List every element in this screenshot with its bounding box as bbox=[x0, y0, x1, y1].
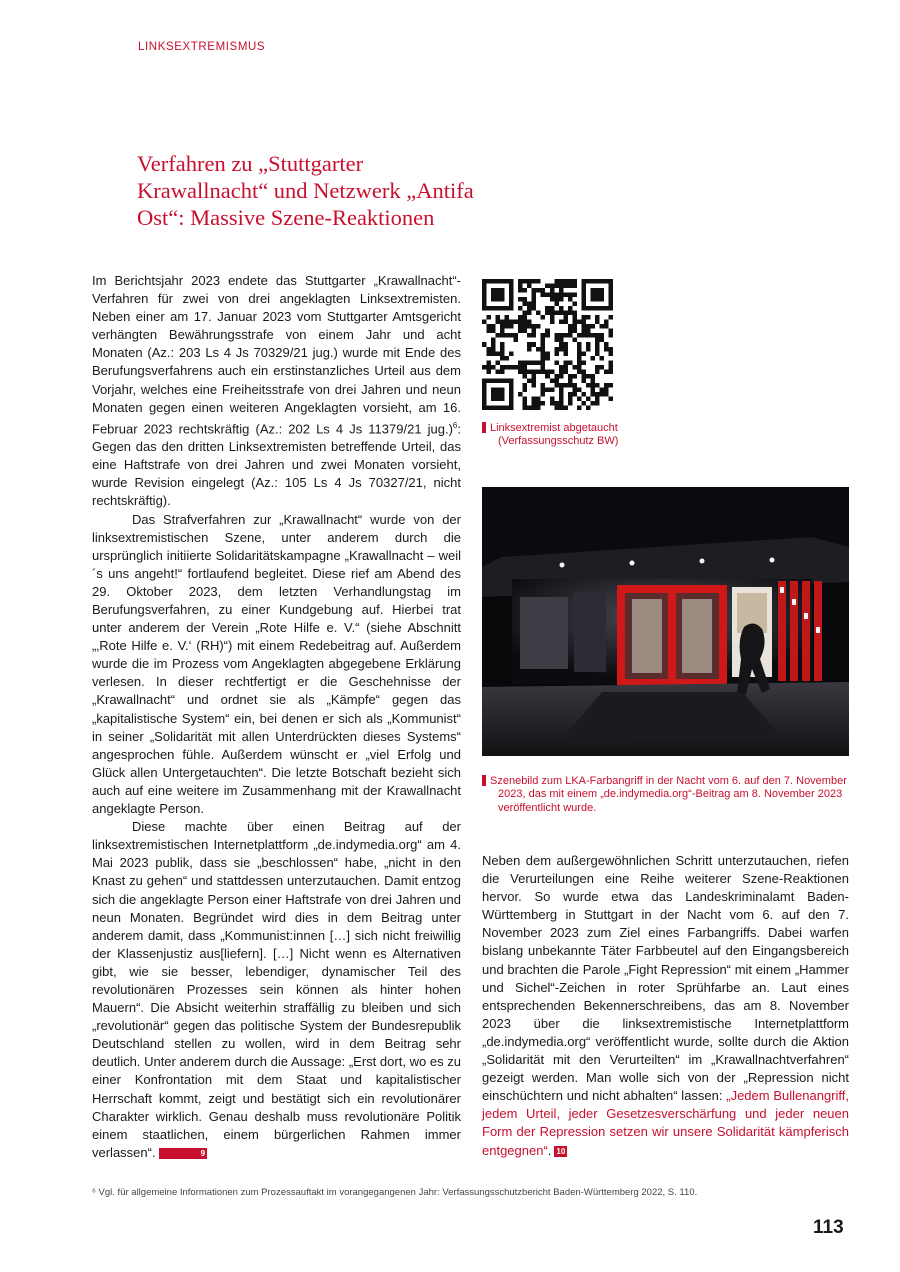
footnote: ⁶ Vgl. für allgemeine Informationen zum Prozessauftakt im vorangegangenen Jahr: Verfassungsschutzbericht Baden-Württemberg 2022, S. 110. bbox=[92, 1187, 698, 1198]
figure-number-10: 10 bbox=[482, 775, 486, 786]
paragraph-3: Diese machte über einen Beitrag auf der linksextremistischen Internetplattform „de.indymedia.org“ am 4. Mai 2023 publik, dass sie „beschlossen“ habe, „nicht in den Knast zu gehen“ und stattdessen unterzutauchen. Damit entzog sich die angeklagte Person einer Haftstrafe von drei Jahren und neun Monaten. Begründet wird dies in dem Beitrag unter anderem damit, dass „Kommunist:innen […] sich nicht freiwillig der Klassenjustiz aus[liefern]. […] Nicht wenn es Alternativen gibt, wie sie besser, lebendiger, dynamischer Teil des revolutionären Prozesses sein können als hinter hohen Mauern“. Die Absicht weiterhin straffällig zu bleiben und sich „revolutionär“ gegen das politische System der Bundesrepublik Deutschland stellen zu wollen, wird in dem Beitrag sehr deutlich. Unter anderem durch die Aussage: „Erst dort, wo es zu einer Konfrontation mit dem Staat und kapitalistischer Herrschaft kommt, zeigt und bestätigt sich ein revolutionärer Charakter wirklich. Genau deshalb muss revolutionäre Politik einem staatlichen, einem bürgerlichen Rahmen immer verlassen“. 9 bbox=[92, 819, 461, 1160]
section-label: LINKSEXTREMISMUS bbox=[138, 41, 266, 53]
paragraph-1: Im Berichtsjahr 2023 endete das Stuttgarter „Krawallnacht“-Verfahren für zwei von drei angeklagten Linksextremisten. Neben einer am 17. Januar 2023 vom Stuttgarter Amtsgericht verhängten Bewährungsstrafe von einem Jahr und acht Monaten (Az.: 203 Ls 4 Js 70329/21 jug.) wurde mit Ende des Berufungsverfahrens auch ein erstinstanzliches Urteil aus dem Vorjahr, welches eine Freiheitsstrafe von drei Jahren und neun Monaten gegen einen weiteren Angeklagten vorsieht, am 16. Februar 2023 rechtskräftig (Az.: 202 Ls 4 Js 11379/21 jug.)$^6$: Gegen das den dritten Linksextremisten betreffende Urteil, das eine Haftstrafe von drei Jahren und zwei Monaten vorsieht, wurde Revision eingelegt (Az.: 105 Ls 4 Js 70327/21, nicht rechtskräftig). bbox=[92, 273, 461, 509]
page-number: 113 bbox=[813, 1217, 844, 1238]
figure-number-9: 9 bbox=[482, 422, 486, 433]
paragraph-2: Das Strafverfahren zur „Krawallnacht“ wurde von der linksextremistischen Szene, unter anderem durch die ursprünglich initiierte Solidaritätskampagne „Krawallnacht – weil´s uns angeht!“ fortlaufend begleitet. Diese rief am Abend des 29. Oktober 2023, dem letzten Verhandlungstag im Berufungsverfahren, zu einer Kundgebung auf. Hierbei trat unter anderem der Verein „Rote Hilfe e. V.“ (siehe Abschnitt „‚Rote Hilfe e. V.‘ (RH)“) mit einem Redebeitrag auf. Außerdem wurde die im Prozess vom Angeklagten abgegebene Erklärung verlesen. In dieser rechtfertigt er die Geschehnisse der „Krawallnacht“ und ordnet sie als „Kämpfe“ gegen das „kapitalistische System“ ein, bei denen er sich als „Kommunist“ in seiner „Solidarität mit allen Unterdrückten dieses Systems“ angesprochen fühle. Außerdem wünscht er „viel Erfolg und Glück allen Untergetauchten“. Die letzte Botschaft bezieht sich auch auf eine weitere im Zusammenhang mit der Krawallnacht angeklagte Person. bbox=[92, 511, 461, 817]
qr-code-icon[interactable] bbox=[482, 279, 613, 410]
figure-ref-10[interactable]: 10 bbox=[556, 1146, 566, 1156]
paragraph-4: Neben dem außergewöhnlichen Schritt unterzutauchen, riefen die Verurteilungen eine Reihe weiterer Szene-Reaktionen hervor. So wurde etwa das Landeskriminalamt Baden-Württemberg in Stuttgart in der Nacht vom 6. auf den 7. November 2023 zum Ziel eines Farbangriffs. Dabei warfen bislang unbekannte Täter Farbbeutel auf den Eingangsbereich und brachten die Parole „Fight Repression“ mit einem „Hammer und Sichel“-Zeichen in roter Sprühfarbe an. Laut eines entsprechenden Bekennerschreibens, das am 8. November 2023 über die linksextremistische Internetplattform „de.indymedia.org“ veröffentlicht wurde, sollte durch die Aktion „Solidarität mit den Verurteilten“ im „Krawallnachtverfahren“ gezeigt werden. Man wolle sich von der „Repression nicht einschüchtern und nicht abhalten“ lassen: „Jedem Bullenangriff, jedem Urteil, jeder Gesetzesverschärfung und jeder neuen Form der Repression setzen wir unsere Solidarität kämpferisch entgegnen“. 10 bbox=[482, 853, 849, 1158]
figure-10-caption: 10 Szenebild zum LKA-Farbangriff in der Nacht vom 6. auf den 7. November 2023, das mit einem „de.indymedia.org“-Beitrag am 8. November 2023 veröffentlicht wurde. bbox=[468, 775, 847, 814]
figure-ref-9[interactable]: 9 bbox=[159, 1148, 207, 1159]
footnote-marker[interactable]: 6 bbox=[452, 420, 458, 430]
left-column bbox=[92, 272, 461, 1162]
bekennerschreiben-quote: „Jedem Bullenangriff, jedem Urteil, jeder Gesetzesverschärfung und jeder neuen Form der Repression setzen wir unsere Solidarität kämpferisch entgegnen“ bbox=[482, 1088, 849, 1158]
lka-night-photo bbox=[482, 487, 849, 756]
right-column bbox=[482, 852, 849, 1160]
figure-9-caption: 9 Linksextremist abgetaucht (Verfassungsschutz BW) bbox=[468, 422, 619, 448]
article-headline: Verfahren zu „Stuttgarter Krawallnacht“ und Netzwerk „Antifa Ost“: Massive Szene-Reaktionen bbox=[137, 151, 474, 230]
